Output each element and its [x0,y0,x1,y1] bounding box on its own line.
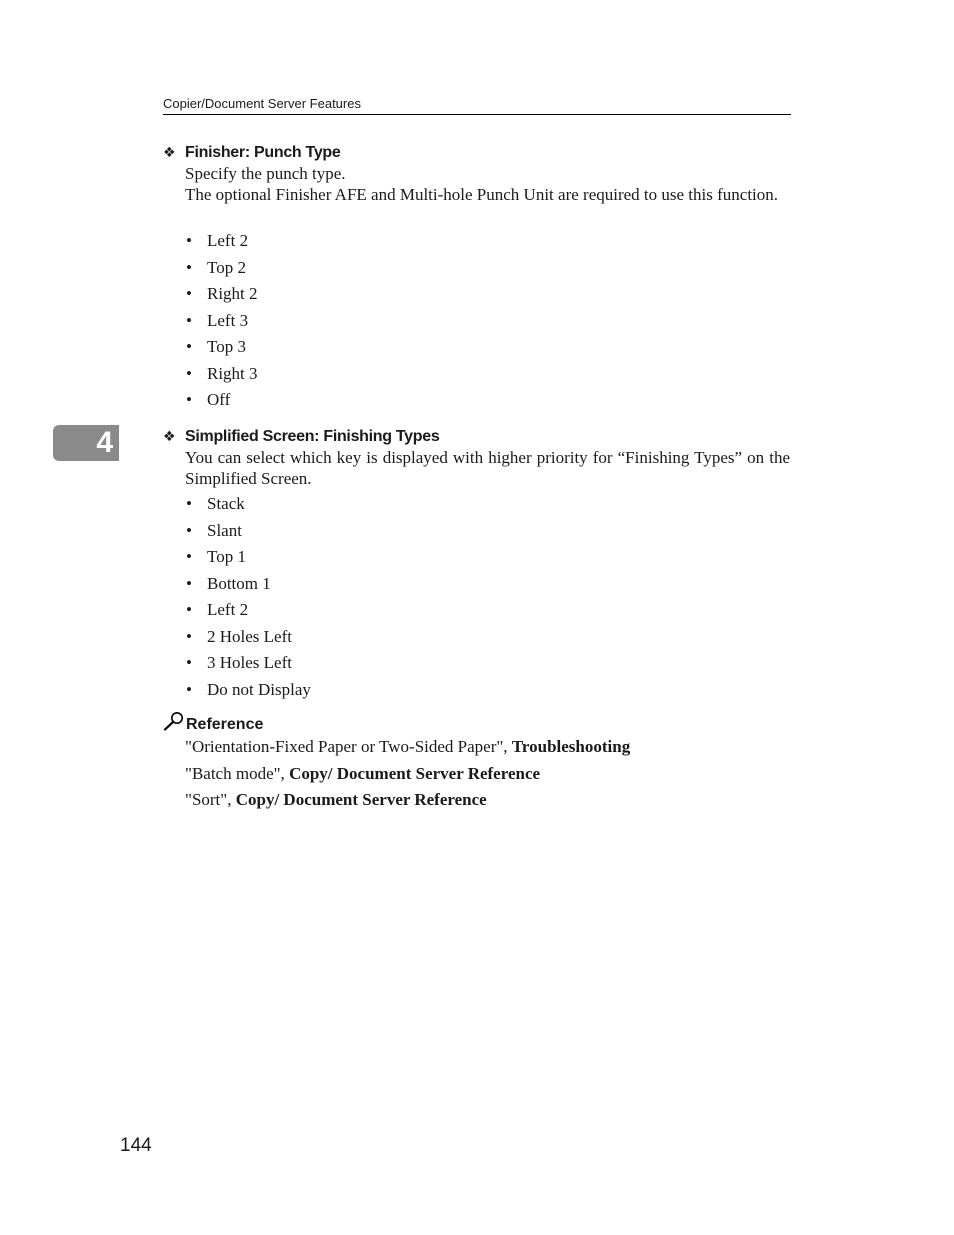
bullet: • [186,626,192,646]
bullet: • [186,363,192,383]
bullet: • [186,600,192,619]
section-heading-punch-type [163,142,341,163]
reference-line: "Sort", Copy/ Document Server Reference [185,790,487,809]
bullet: • [186,390,192,409]
section-note: The optional Finisher AFE and Multi-hole Punch Unit are required to use this function. [185,185,779,204]
list-item: • Top 2 [186,257,246,277]
list-item: • Slant [186,520,242,540]
bullet: • [186,573,192,593]
list-item: • Right 3 [186,363,258,383]
bullet: • [186,310,192,330]
punch-type-list [185,231,258,417]
list-item: • 3 Holes Left [186,653,292,672]
list-item: • Left 2 [186,231,249,250]
diamond-bullet-icon: ❖ [163,428,176,444]
list-item: • Stack [186,494,245,513]
bullet: • [186,231,192,250]
list-item: • Do not Display [186,679,311,699]
bullet: • [186,494,192,513]
list-item: • Left 2 [186,600,249,619]
reference-line: "Batch mode", Copy/ Document Server Reference [185,764,541,783]
section-heading-finishing-types [163,426,439,447]
page-number: 144 [120,1135,152,1156]
list-item: • Bottom 1 [186,573,271,593]
bullet: • [186,337,192,356]
reference-manual: Troubleshooting [511,737,631,756]
section-intro: Specify the punch type. [185,164,346,183]
section-title: Finisher: Punch Type [185,144,341,161]
finishing-types-list [185,494,311,706]
reference-manual: Copy/ Document Server Reference [235,790,487,809]
magnifier-icon [163,711,185,731]
running-header: Copier/Document Server Features [163,96,791,115]
bullet: • [186,547,192,566]
list-item: • Top 1 [186,547,246,566]
list-item: • Right 2 [186,284,258,303]
section-intro: You can select which key is displayed with higher priority for “Finishing Types” on the Simplified Screen. [185,448,790,488]
bullet: • [186,653,192,672]
list-item: • Off [186,390,231,409]
bullet: • [186,679,192,699]
section-title: Simplified Screen: Finishing Types [185,428,440,445]
diamond-bullet-icon: ❖ [163,144,176,160]
bullet: • [186,520,192,540]
bullet: • [186,257,192,277]
list-item: • Top 3 [186,337,246,356]
reference-line: "Orientation-Fixed Paper or Two-Sided Paper", Troubleshooting [185,737,631,756]
reference-heading [163,711,263,737]
chapter-tab: 4 [53,425,119,461]
list-item: • 2 Holes Left [186,626,292,646]
reference-title: Reference [186,716,264,733]
list-item: • Left 3 [186,310,249,330]
bullet: • [186,284,192,303]
reference-manual: Copy/ Document Server Reference [289,764,541,783]
